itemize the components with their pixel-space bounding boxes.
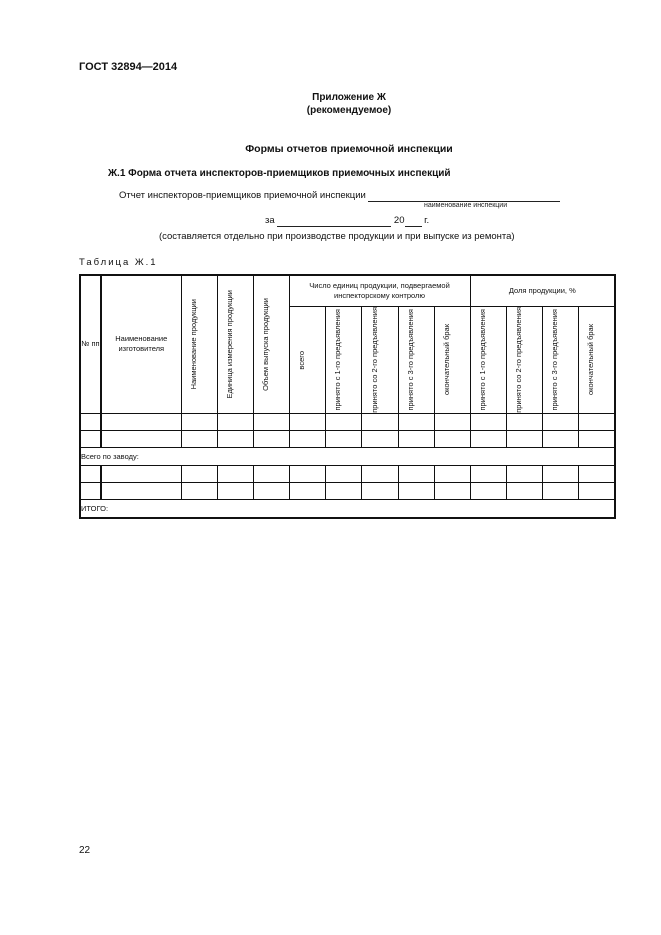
appendix-title: Приложение Ж [312, 92, 386, 103]
subsection-title: Ж.1 Форма отчета инспекторов-приемщиков приемочных инспекций [108, 168, 451, 179]
col-header-maker: Наименование изготовителя [101, 275, 181, 413]
group-header-units: Число единиц продукции, подвергаемой инспекторскому контролю [289, 275, 470, 307]
date-line [265, 215, 429, 227]
page-number: 22 [79, 845, 91, 856]
factory-total-label: Всего по заводу: [80, 447, 615, 465]
col-header-volume: Объем выпуска продукции [253, 275, 289, 413]
form-note: (составляется отдельно при производстве продукции и при выпуске из ремонта) [159, 231, 515, 242]
inspection-name-field[interactable] [368, 190, 560, 202]
report-table [79, 274, 616, 519]
period-field[interactable] [277, 215, 391, 227]
year-field[interactable] [405, 215, 422, 227]
date-suffix: г. [424, 215, 430, 226]
report-line [119, 190, 560, 202]
appendix-status: (рекомендуемое) [306, 105, 392, 116]
col-header-share-second: принято со 2-го предъявления [506, 307, 542, 414]
report-label: Отчет инспекторов-приемщиков приемочной инспекции [119, 190, 366, 201]
inspection-name-hint: наименование инспекции [424, 202, 508, 209]
table-caption: Таблица Ж.1 [79, 257, 158, 268]
table-row [80, 430, 615, 447]
table-row [80, 482, 615, 499]
col-header-share-first: принято с 1-го предъявления [470, 307, 506, 414]
col-header-units-second: принято со 2-го предъявления [361, 307, 398, 414]
appendix-heading [0, 91, 661, 117]
col-header-share-reject: окончательный брак [578, 307, 615, 414]
col-header-number: № пп [80, 275, 101, 413]
group-header-share: Доля продукции, % [470, 275, 615, 307]
col-header-unit: Единица измерения продукции [217, 275, 253, 413]
table-row [80, 413, 615, 430]
section-title: Формы отчетов приемочной инспекции [245, 143, 453, 155]
col-header-units-third: принято с 3-го предъявления [398, 307, 434, 414]
col-header-product: Наименование продукции [181, 275, 217, 413]
grand-total-row [80, 499, 615, 518]
grand-total-label: ИТОГО: [80, 499, 615, 518]
col-header-share-third: принято с 3-го предъявления [542, 307, 578, 414]
table-header-row-1 [80, 275, 615, 307]
col-header-units-reject: окончательный брак [434, 307, 470, 414]
factory-total-row [80, 447, 615, 465]
table-row [80, 465, 615, 482]
date-prefix: за [265, 215, 275, 226]
col-header-units-first: принято с 1-го предъявления [325, 307, 361, 414]
document-standard-header: ГОСТ 32894—2014 [79, 61, 178, 73]
date-year: 20 [393, 215, 405, 226]
col-header-units-total: всего [289, 307, 325, 414]
